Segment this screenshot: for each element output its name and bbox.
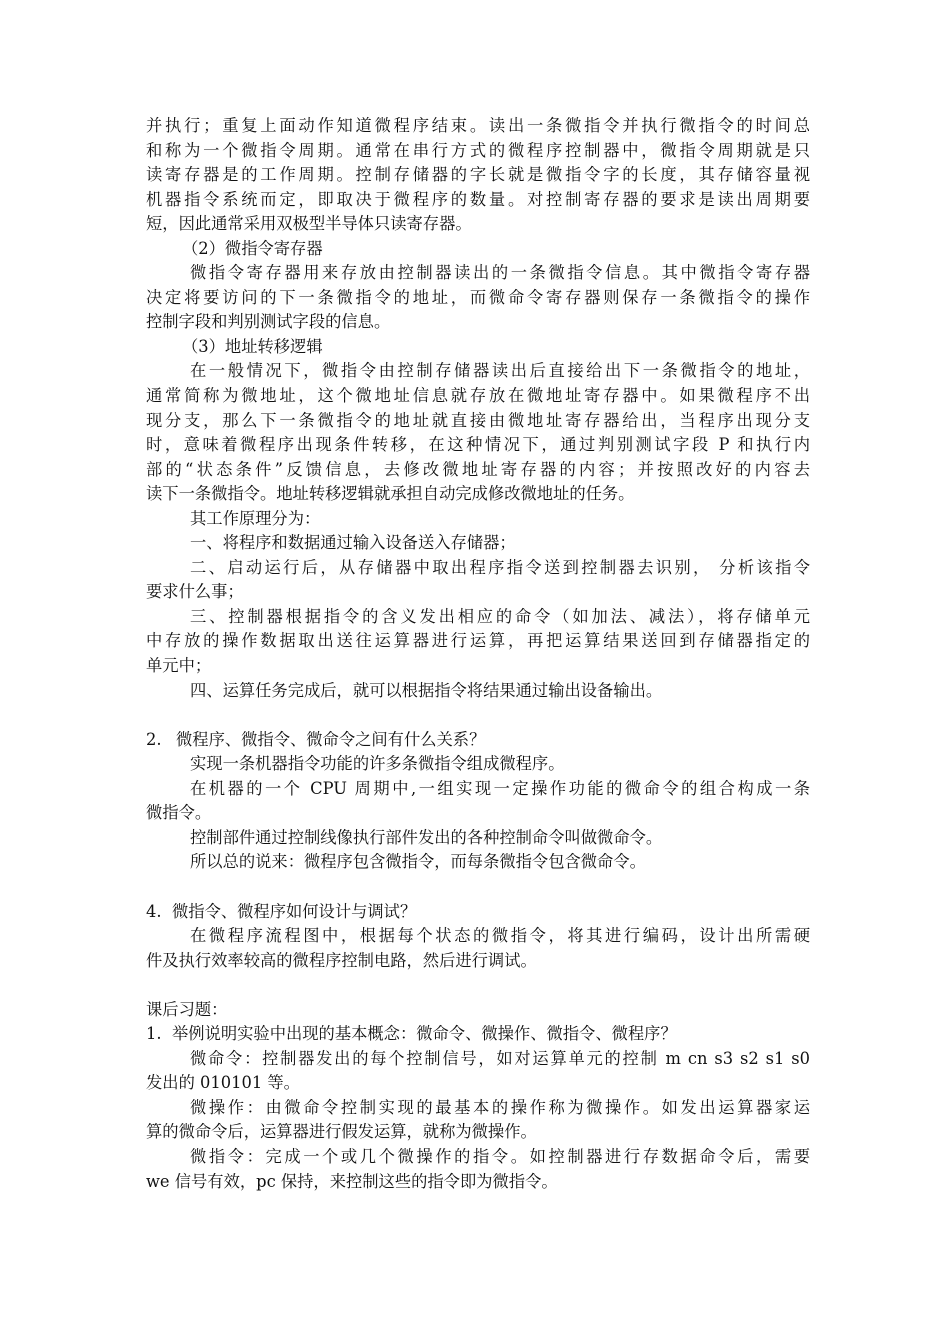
text-line [146, 212, 810, 237]
question-number: 2. [146, 729, 162, 749]
line-text: 控制部件通过控制线像执行部件发出的各种控制命令叫做微命令。 [190, 827, 663, 847]
text-line [146, 949, 810, 974]
text-line [146, 1120, 810, 1145]
text-line [146, 335, 810, 360]
text-line [146, 433, 810, 458]
text-line [146, 188, 810, 213]
line-text: 读寄存器是的工作周期。控制存储器的字长就是微指令字的长度，其存储容量视 [146, 165, 810, 185]
line-text: 决定将要访问的下一条微指令的地址，而微命令寄存器则保存一条微指令的操作 [146, 287, 810, 307]
blank-line [146, 875, 810, 900]
text-line [146, 1170, 810, 1195]
line-text: 微指令：完成一个或几个微操作的指令。如控制器进行存数据命令后，需要 [190, 1146, 810, 1166]
line-text: 部的“状态条件”反馈信息，去修改微地址寄存器的内容；并按照改好的内容去 [146, 459, 810, 479]
text-line [146, 458, 810, 483]
question-number: 1. [146, 1024, 162, 1044]
text-line [146, 826, 810, 851]
line-text: 微指令、微程序如何设计与调试？ [172, 901, 417, 921]
line-text: 现分支，那么下一条微指令的地址就直接由微地址寄存器给出，当程序出现分支 [146, 410, 810, 430]
blank-line [146, 973, 810, 998]
line-text: 举例说明实验中出现的基本概念：微命令、微操作、微指令、微程序？ [172, 1024, 677, 1044]
line-text: 微操作：由微命令控制实现的最基本的操作称为微操作。如发出运算器家运 [190, 1097, 810, 1117]
line-text: 时，意味着微程序出现条件转移，在这种情况下，通过判别测试字段 P 和执行内 [146, 435, 810, 455]
line-text: 短，因此通常采用双极型半导体只读寄存器。 [146, 214, 472, 234]
line-text: we 信号有效，pc 保持，来控制这些的指令即为微指令。 [146, 1171, 558, 1191]
line-text: 通常简称为微地址，这个微地址信息就存放在微地址寄存器中。如果微程序不出 [146, 386, 810, 406]
text-line [146, 1047, 810, 1072]
text-line [146, 286, 810, 311]
question-number: 4. [146, 901, 162, 921]
line-text: 所以总的说来：微程序包含微指令，而每条微指令包含微命令。 [190, 852, 646, 872]
blank-line [146, 703, 810, 728]
text-line [146, 114, 810, 139]
text-line [146, 924, 810, 949]
line-text: 其工作原理分为： [190, 508, 321, 528]
text-line [146, 359, 810, 384]
text-line [146, 1096, 810, 1121]
line-text: 读下一条微指令。地址转移逻辑就承担自动完成修改微地址的任务。 [146, 484, 635, 504]
text-line [146, 850, 810, 875]
numbered-question-line [146, 900, 810, 925]
line-text: 算的微命令后，运算器进行假发运算，就称为微操作。 [146, 1122, 537, 1142]
line-text: 一、将程序和数据通过输入设备送入存储器； [190, 533, 516, 553]
text-line [146, 1145, 810, 1170]
numbered-question-line [146, 728, 810, 753]
document-page [146, 114, 810, 1194]
text-line [146, 580, 810, 605]
text-line [146, 998, 810, 1023]
line-text: 二、启动运行后，从存储器中取出程序指令送到控制器去识别， 分析该指令 [190, 557, 810, 577]
line-text: 发出的 010101 等。 [146, 1073, 300, 1093]
line-text: 中存放的操作数据取出送往运算器进行运算，再把运算结果送回到存储器指定的 [146, 631, 810, 651]
line-text: 机器指令系统而定，即取决于微程序的数量。对控制寄存器的要求是读出周期要 [146, 189, 810, 209]
text-line [146, 310, 810, 335]
line-text: 并执行；重复上面动作知道微程序结束。读出一条微指令并执行微指令的时间总 [146, 116, 810, 135]
line-text: 课后习题： [146, 999, 228, 1019]
line-text: 要求什么事； [146, 582, 244, 602]
text-line [146, 777, 810, 802]
line-text: 微程序、微指令、微命令之间有什么关系？ [176, 729, 486, 749]
line-text: （2）微指令寄存器 [182, 238, 323, 258]
text-line [146, 679, 810, 704]
line-text: 在机器的一个 CPU 周期中,一组实现一定操作功能的微命令的组合构成一条 [190, 778, 810, 798]
line-text: 四、运算任务完成后，就可以根据指令将结果通过输出设备输出。 [190, 680, 663, 700]
text-line [146, 605, 810, 630]
line-text: 微命令：控制器发出的每个控制信号，如对运算单元的控制 m cn s3 s2 s1 s0 [190, 1048, 810, 1068]
text-line [146, 1071, 810, 1096]
line-text: 在一般情况下，微指令由控制存储器读出后直接给出下一条微指令的地址， [190, 361, 810, 381]
text-line [146, 654, 810, 679]
line-text: 三、控制器根据指令的含义发出相应的命令（如加法、减法），将存储单元 [190, 606, 810, 626]
text-line [146, 507, 810, 532]
text-line [146, 163, 810, 188]
text-line [146, 556, 810, 581]
text-line [146, 531, 810, 556]
line-text: 单元中； [146, 656, 212, 676]
text-line [146, 482, 810, 507]
text-line [146, 237, 810, 262]
text-line [146, 629, 810, 654]
text-line [146, 409, 810, 434]
numbered-question-line [146, 1022, 810, 1047]
text-line [146, 384, 810, 409]
line-text: 微指令。 [146, 803, 212, 823]
line-text: 和称为一个微指令周期。通常在串行方式的微程序控制器中，微指令周期就是只 [146, 140, 810, 160]
line-text: 实现一条机器指令功能的许多条微指令组成微程序。 [190, 754, 565, 774]
line-text: 微指令寄存器用来存放由控制器读出的一条微指令信息。其中微指令寄存器 [190, 263, 810, 283]
line-text: 件及执行效率较高的微程序控制电路，然后进行调试。 [146, 950, 537, 970]
line-text: 控制字段和判别测试字段的信息。 [146, 312, 391, 332]
line-text: 在微程序流程图中，根据每个状态的微指令，将其进行编码，设计出所需硬 [190, 926, 810, 946]
text-line [146, 801, 810, 826]
text-line [146, 752, 810, 777]
text-line [146, 139, 810, 164]
text-line [146, 261, 810, 286]
line-text: （3）地址转移逻辑 [182, 336, 323, 356]
